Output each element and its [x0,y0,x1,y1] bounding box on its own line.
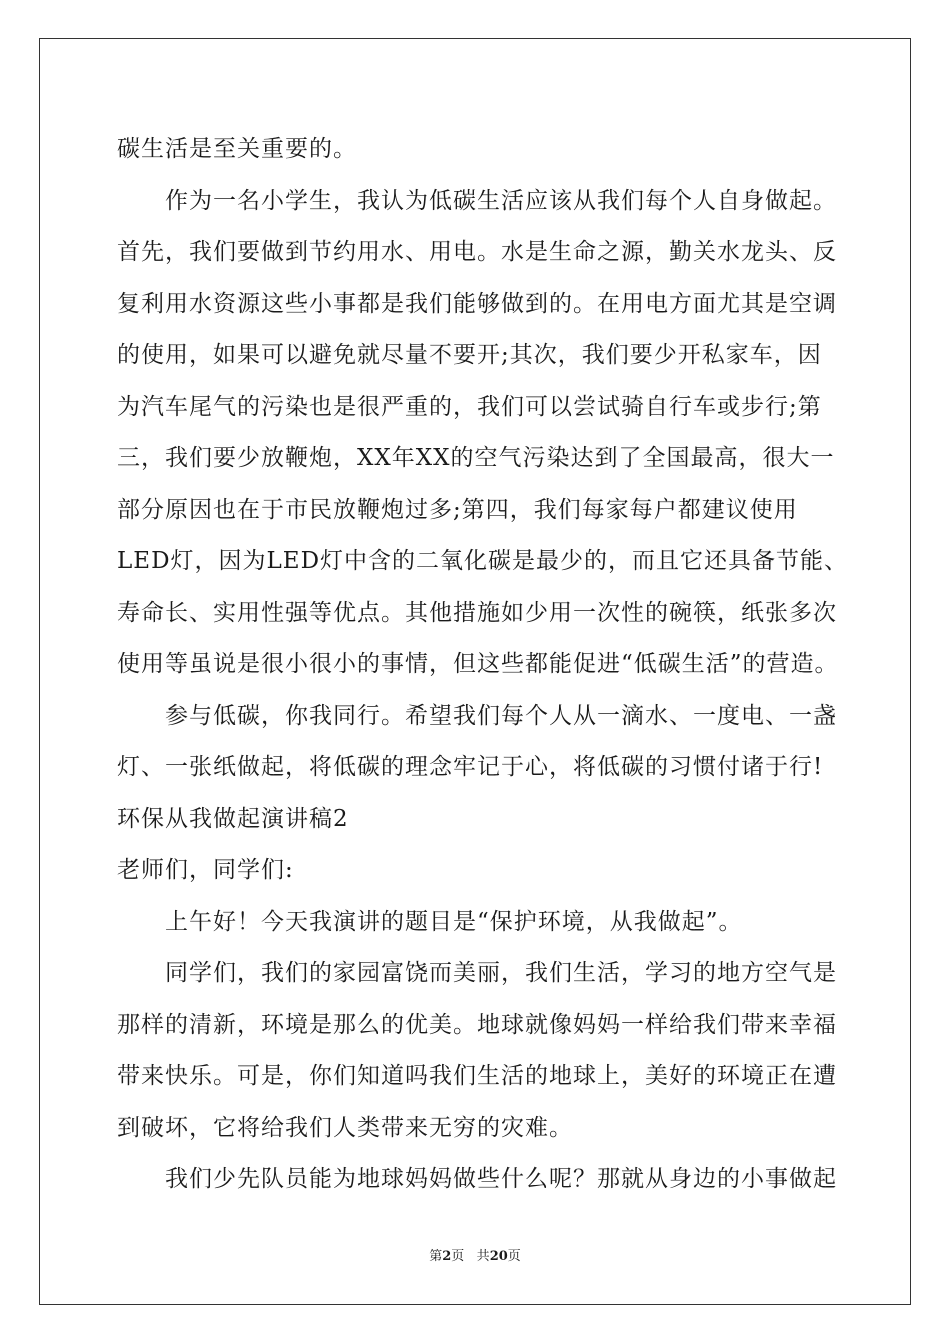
text-line: 那样的清新，环境是那么的优美。地球就像妈妈一样给我们带来幸福 [117,1011,837,1038]
text-line: 复利用水资源这些小事都是我们能够做到的。在用电方面尤其是空调 [117,290,837,317]
text-line: 带来快乐。可是，你们知道吗我们生活的地球上，美好的环境正在遭 [117,1063,837,1089]
page-footer [0,1245,950,1264]
footer-page-suffix: 页 [451,1249,465,1264]
paragraph-start: 我们少先队员能为地球妈妈做些什么呢？那就从身边的小事做起 [165,1166,837,1192]
salutation: 老师们，同学们: [117,857,294,883]
paragraph-start: 上午好！今天我演讲的题目是“保护环境，从我做起”。 [165,908,743,935]
text-line: 的使用，如果可以避免就尽量不要开;其次，我们要少开私家车，因 [117,342,822,368]
section-heading: 环保从我做起演讲稿2 [117,805,349,832]
paragraph-start: 同学们，我们的家园富饶而美丽，我们生活，学习的地方空气是 [165,960,837,986]
text-line: 碳生活是至关重要的。 [117,136,357,162]
text-line: LED灯，因为LED灯中含的二氧化碳是最少的，而且它还具备节能、 [117,548,849,574]
paragraph-start: 参与低碳，你我同行。希望我们每个人从一滴水、一度电、一盏 [165,702,837,729]
footer-total-prefix: 共 [476,1249,490,1264]
text-line: 使用等虽说是很小很小的事情，但这些都能促进“低碳生活”的营造。 [117,651,839,677]
document-body [117,124,849,1206]
text-line: 三，我们要少放鞭炮，XX年XX的空气污染达到了全国最高，很大一 [117,445,835,471]
footer-prefix: 第 [429,1249,443,1264]
footer-total-pages: 20 [489,1249,508,1264]
text-line: 为汽车尾气的污染也是很严重的，我们可以尝试骑自行车或步行;第 [117,393,822,420]
footer-page-number: 2 [442,1249,452,1264]
text-line: 首先，我们要做到节约用水、用电。水是生命之源，勤关水龙头、反 [117,239,837,265]
footer-total-suffix: 页 [507,1249,521,1264]
text-line: 部分原因也在于市民放鞭炮过多;第四，我们每家每户都建议使用 [117,496,798,523]
text-line: 寿命长、实用性强等优点。其他措施如少用一次性的碗筷，纸张多次 [117,599,837,626]
text-line: 灯、一张纸做起，将低碳的理念牢记于心，将低碳的习惯付诸于行! [117,754,824,780]
paragraph-start: 作为一名小学生，我认为低碳生活应该从我们每个人自身做起。 [165,187,837,214]
text-line: 到破坏，它将给我们人类带来无穷的灾难。 [117,1114,573,1141]
